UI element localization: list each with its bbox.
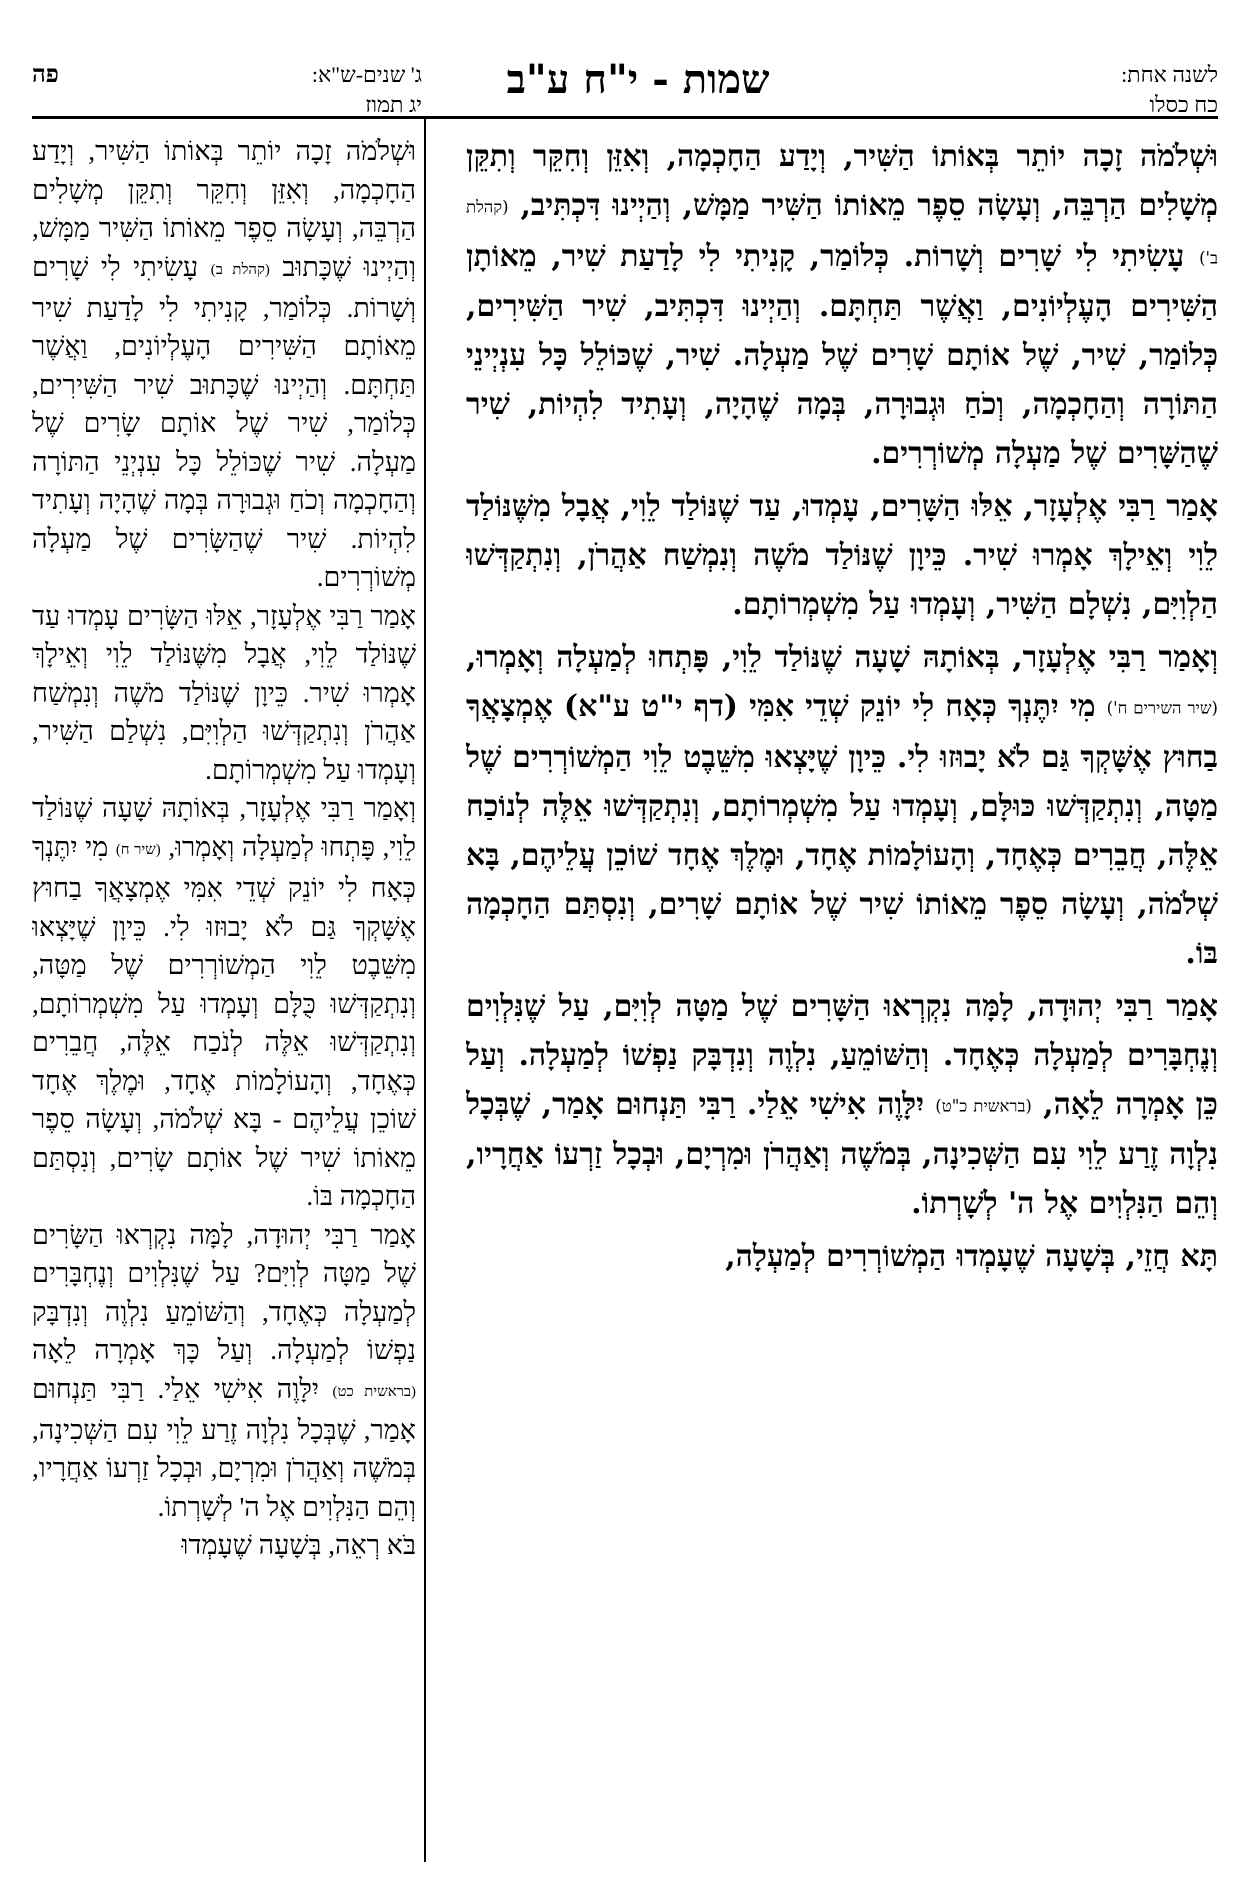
main-paragraph-text: אָמַר רַבִּי יְהוּדָה, לָמָּה נִקְרְאוּ הַשָּׁרִים שֶׁל מַטָּה לְוִיִּם, עַל שֶׁנִּלְוִים וְנֶחְבָּרִים לְמַעְלָה כְּאֶחָד. וְהַשּׁוֹמֵעַ, נִלְוֶה וְנִדְבָּק נַפְשׁוֹ לְמַעְלָה. וְעַל כֵּן אָמְרָה לֵאָה, (466, 988, 1218, 1122)
side-paragraph (32, 789, 416, 1215)
side-paragraph (32, 132, 416, 597)
one-year-schedule (1121, 60, 1218, 120)
page (32, 18, 1218, 1866)
side-paragraph-text: בֹּא רְאֵה, בְּשָׁעָה שֶׁעָמְדוּ (181, 1530, 416, 1561)
page-number: פה (32, 62, 59, 88)
main-paragraph (466, 132, 1218, 478)
side-paragraph-text: עָשִׂיתִי לִי שָׁרִים וְשָׁרוֹת. כְּלוֹמַר, קָנִיתִי לִי לָדַעַת שִׁיר מֵאוֹתָם הַשִּׁירִים הָעֶלְיוֹנִים, וַאֲשֶׁר תַּחְתָּם. וְהַיְינוּ שֶׁכָּתוּב שִׁיר הַשִּׁירִים, כְּלוֹמַר, שִׁיר שֶׁל אוֹתָם שָׂרִים שֶׁל מַעְלָה. שִׁיר שֶׁכּוֹלֵל כָּל עִנְיְנֵי הַתּוֹרָה וְהַחָכְמָה וְכֹחַ וּגְבוּרָה בְּמָה שֶׁהָיָה וְעָתִיד לִהְיוֹת. שִׁיר שֶׁהַשָּׂרִים שֶׁל מַעְלָה מְשׁוֹרְרִים. (32, 251, 416, 593)
side-paragraph-text: אָמַר רַבִּי יְהוּדָה, לָמָּה נִקְרְאוּ הַשָּׂרִים שֶׁל מַטָּה לְוִיִּם? עַל שֶׁנִּלְוִים וְנֶחְבָּרִים לְמַעְלָה כְּאֶחָד, וְהַשּׁוֹמֵעַ נִלְוֶה וְנִדְבָּק נַפְשׁוֹ לְמַעְלָה. וְעַל כָּךְ אָמְרָה לֵאָה (32, 1219, 416, 1366)
main-paragraph (466, 1232, 1218, 1281)
column-divider (424, 118, 426, 1862)
side-paragraph (32, 1216, 416, 1527)
page-header (32, 18, 1218, 117)
source-citation: (בראשית כ"ט) (935, 1096, 1032, 1116)
main-paragraph-text: וּשְׁלֹמֹה זָכָה יוֹתֵר בְּאוֹתוֹ הַשִּׁיר, וְיָדַע הַחָכְמָה, וְאִזֵּן וְחִקֵּר וְתִקֵּן מְשָׁלִים הַרְבֵּה, וְעָשָׂה סֵפֶר מֵאוֹתוֹ הַשִּׁיר מַמָּשׁ, וְהַיְינוּ דִּכְתִּיב, (466, 139, 1218, 223)
source-citation: (קהלת ב') (466, 197, 1218, 268)
side-paragraph (32, 597, 416, 790)
main-paragraph-text: מִי יִתֶּנְךָ כְּאָח לִי יוֹנֵק שְׁדֵי אִמִּי (דף י"ט ע"א) אֶמְצָאֲךָ בַחוּץ אֶשָּׁקְךָ גַּם לֹא יָבוּזוּ לִי. כֵּיוָן שֶׁיָּצְאוּ מִשֵּׁבֶט לֵוִי הַמְשׁוֹרְרִים שֶׁל מַטָּה, וְנִתְקַדְּשׁוּ כּוּלָּם, וְעָמְדוּ עַל מִשְׁמְרוֹתָם, וְנִתְקַדְּשׁוּ אֵלֶּה לְנוֹכַח אֵלֶּה, חֲבֵרִים כְּאֶחָד, וְהָעוֹלָמוֹת אֶחָד, וּמֶלֶךְ אֶחָד שׁוֹכֵן עֲלֵיהֶם, בָּא שְׁלֹמֹה, וְעָשָׂה סֵפֶר מֵאוֹתוֹ שִׁיר שֶׁל אוֹתָם שָׁרִים, וְנִסְתַּם הַחָכְמָה בּוֹ. (466, 689, 1218, 971)
three-year-label: ג' שנים-ש"א: (311, 62, 422, 87)
main-paragraph-text: יִלָּוֶה אִישִׁי אֵלַי. רַבִּי תַּנְחוּם אָמַר, שֶׁבְּכָל נִלְוָה זֶרַע לֵוִי עִם הַשְּׁכִינָה, בְּמֹשֶׁה וְאַהֲרֹן וּמִרְיָם, וּבְכָל זַרְעוֹ אַחֲרָיו, וְהֵם הַנִּלְוִים אֶל ה' לְשָׁרְתוֹ. (466, 1086, 1218, 1222)
source-citation: (בראשית כט) (332, 1383, 416, 1400)
one-year-label: לשנה אחת: (1121, 62, 1218, 87)
main-paragraph-text: אָמַר רַבִּי אֶלְעָזָר, אֵלּוּ הַשָּׁרִים, עָמְדוּ, עַד שֶׁנּוֹלַד לֵוִי, אֲבָל מִשֶּׁנּוֹלַד לֵוִי וְאֵילָךְ אָמְרוּ שִׁיר. כֵּיוָן שֶׁנּוֹלַד מֹשֶׁה וְנִמְשַׁח אַהֲרֹן, וְנִתְקַדְּשׁוּ הַלְוִיִּם, נִשְׁלָם הַשִּׁיר, וְעָמְדוּ עַל מִשְׁמְרוֹתָם. (466, 489, 1218, 623)
source-citation: (שיר ח) (115, 841, 161, 858)
three-year-row (32, 60, 422, 90)
side-paragraph-text: יִלָּוֶה אִישִׁי אֵלַי. רַבִּי תַּנְחוּם אָמַר, שֶׁבְּכָל נִלְוָה זֶרַע לֵוִי עִם הַשְּׁכִינָה, בְּמֹשֶׁה וְאַהֲרֹן וּמִרְיָם, וּבְכָל זַרְעוֹ אַחֲרָיו, וְהֵם הַנִּלְוִים אֶל ה' לְשָׁרְתוֹ. (32, 1373, 416, 1522)
main-paragraph-text: עָשִׂיתִי לִי שָׁרִים וְשָׁרוֹת. כְּלוֹמַר, קָנִיתִי לִי לָדַעַת שִׁיר, מֵאוֹתָן הַשִּׁירִים הָעֶלְיוֹנִים, וַאֲשֶׁר תַּחְתָּם. וְהַיְינוּ דִּכְתִּיב, שִׁיר הַשִּׁירִים, כְּלוֹמַר, שִׁיר, שֶׁל אוֹתָם שָׁרִים שֶׁל מַעְלָה. שִׁיר, שֶׁכּוֹלֵל כָּל עִנְיְינֵי הַתּוֹרָה וְהַחָכְמָה, וְכֹחַ וּגְבוּרָה, בְּמָה שֶׁהָיָה, וְעָתִיד לִהְיוֹת, שִׁיר שֶׁהַשָּׁרִים שֶׁל מַעְלָה מְשׁוֹרְרִים. (466, 238, 1218, 472)
side-paragraph-text: וּשְׁלֹמֹה זָכָה יוֹתֵר בְּאוֹתוֹ הַשִּׁיר, וְיָדַע הַחָכְמָה, וְאִזֵּן וְחִקֵּר וְתִקֵּן מְשָׁלִים הַרְבֵּה, וְעָשָׂה סֵפֶר מֵאוֹתוֹ הַשִּׁיר מַמָּשׁ, וְהַיְינוּ שֶׁכָּתוּב (32, 136, 416, 282)
side-paragraph-text: וְאָמַר רַבִּי אֶלְעָזָר, בְּאוֹתָהּ שָׁעָה שֶׁנּוֹלַד לֵוִי, פָּתְחוּ לְמַעְלָה וְאָמְרוּ, (32, 793, 416, 862)
side-column (32, 132, 416, 1862)
side-paragraph-text: אָמַר רַבִּי אֶלְעָזָר, אֵלּוּ הַשָּׂרִים עָמְדוּ עַד שֶׁנּוֹלַד לֵוִי, אֲבָל מִשֶּׁנּוֹלַד לֵוִי וְאֵילָךְ אָמְרוּ שִׁיר. כֵּיוָן שֶׁנּוֹלַד מֹשֶׁה וְנִמְשַׁח אַהֲרֹן וְנִתְקַדְּשׁוּ הַלְוִיִּם, נִשְׁלַם הַשִּׁיר, וְעָמְדוּ עַל מִשְׁמְרוֹתָם. (32, 600, 416, 785)
source-citation: (שיר השירים ח') (1106, 698, 1218, 718)
main-paragraph-text: תָּא חֲזֵי, בְּשָׁעָה שֶׁעָמְדוּ הַמְשׁוֹרְרִים לְמַעְלָה, (725, 1239, 1218, 1275)
one-year-date: כח כסלו (1149, 92, 1218, 117)
main-paragraph (466, 982, 1218, 1229)
three-year-date: יג תמוז (365, 92, 422, 117)
page-title: שמות - י"ח ע"ב (506, 56, 770, 103)
main-paragraph (466, 482, 1218, 629)
main-column (466, 132, 1218, 1862)
main-paragraph (466, 633, 1218, 978)
side-paragraph-text: מִי יִתֶּנְךָ כְּאָח לִי יוֹנֵק שְׁדֵי אִמִּי אֶמְצָאֲךָ בַחוּץ אֶשָּׁקְךָ גַּם לֹא יָבוּזוּ לִי. כֵּיוָן שֶׁיָּצְאוּ מִשֵּׁבֶט לֵוִי הַמְשׁוֹרְרִים שֶׁל מַטָּה, וְנִתְקַדְּשׁוּ כֻּלָּם וְעָמְדוּ עַל מִשְׁמְרוֹתָם, וְנִתְקַדְּשׁוּ אֵלֶּה לְנֹכַח אֵלֶּה, חֲבֵרִים כְּאֶחָד, וְהָעוֹלָמוֹת אֶחָד, וּמֶלֶךְ אֶחָד שׁוֹכֵן עֲלֵיהֶם - בָּא שְׁלֹמֹה, וְעָשָׂה סֵפֶר מֵאוֹתוֹ שִׁיר שֶׁל אוֹתָם שָׂרִים, וְנִסְתַּם הַחָכְמָה בּוֹ. (32, 831, 416, 1212)
three-year-schedule (32, 60, 422, 120)
side-paragraph (32, 1526, 416, 1565)
header-rule (32, 116, 1218, 119)
main-paragraph-text: וְאָמַר רַבִּי אֶלְעָזָר, בְּאוֹתָהּ שָׁעָה שֶׁנּוֹלַד לֵוִי, פָּתְחוּ לְמַעְלָה וְאָמְרוּ, (466, 640, 1218, 676)
source-citation: (קהלת ב) (210, 261, 270, 278)
